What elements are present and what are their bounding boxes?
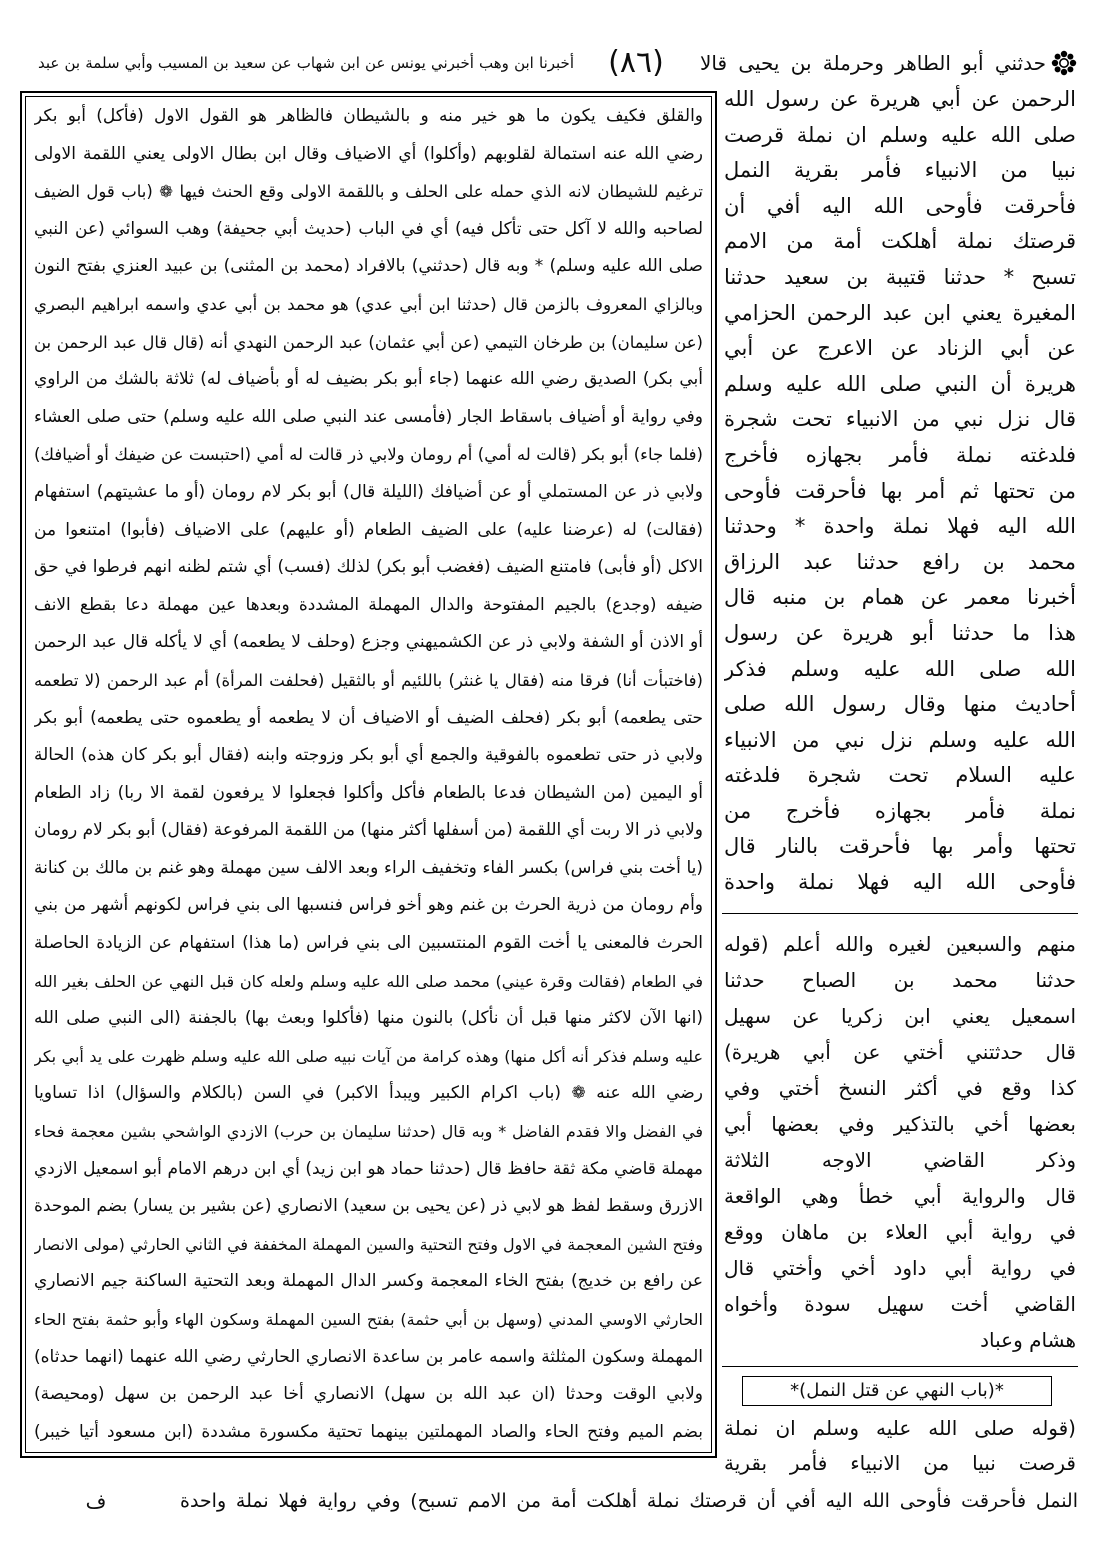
sharh-line: رضي الله عنه ❁ (باب اكرام الكبير ويبدأ الاكبر) في السن (بالكلام والسؤال) اذا تساويا: [34, 1083, 703, 1104]
matn-line: تسبح * حدثنا قتيبة بن سعيد حدثنا: [724, 264, 1076, 289]
sharh-line: عن رافع بن خديج) بفتح الخاء المعجمة وكسر الدال المهملة وبعد التحتية الساكنة جيم الانصاري: [34, 1271, 703, 1292]
sharh-line: في الفضل والا فقدم الفاضل * وبه قال (حدثنا سليمان بن حرب) الازدي الواشحي بشين معجمة فحاء: [34, 1122, 703, 1142]
nawawi-line: في رواية أبي داود أخي وأختي قال: [724, 1256, 1076, 1280]
sharh-line: بضم الميم وفتح الحاء والصاد المهملتين بينهما تحتية مكسورة مشددة (ابن مسعود أتيا خيبر): [34, 1421, 703, 1442]
matn-line: الله اليه فهلا نملة واحدة * وحدثنا: [724, 514, 1076, 539]
sharh-line: الاكل (أو فأبى) فامتنع الضيف (فغضب أبو بكر) لذلك (فسب) أي شتم لظنه انهم فرطوا في حق: [34, 557, 703, 578]
matn-line: قال نزل نبي من الانبياء تحت شجرة: [724, 407, 1076, 432]
separator-rule: [722, 913, 1078, 914]
footer-line: النمل فأحرقت فأوحى الله اليه أفي أن قرصتك نملة أهلكت أمة من الامم تسبح) وفي رواية فهلا نملة واحدة: [180, 1490, 1078, 1512]
nawawi-commentary: [724, 926, 1076, 1358]
nawawi-line: بعضها أخي بالتذكير وفي بعضها أبي: [724, 1112, 1076, 1136]
sharh-line: حتى يطعمه) أبو بكر (فحلف الضيف أو الاضياف أن لا يطعمه أو يطعموه حتى يطعمه) أبو بكر: [34, 707, 703, 728]
sharh-line: عليه وسلم فذكر أنه أكل منها) وهذه كرامة من آيات نبيه صلى الله عليه وسلم ظهرت على يد أبي بكر: [34, 1046, 703, 1066]
sharh-line: ولابي الوقت وحدثا (ان عبد الله بن سهل) الانصاري أخا عبد الرحمن بن سهل (ومحيصة): [34, 1384, 703, 1405]
nawawi-line: (قوله صلى الله عليه وسلم ان نملة: [724, 1416, 1076, 1440]
matn-line: قرصتك نملة أهلكت أمة من الامم: [724, 229, 1076, 254]
header-isnad-right: حدثني أبو الطاهر وحرملة بن يحيى قالا: [700, 51, 1046, 75]
nawawi-line: منهم والسبعين لغيره والله أعلم (قوله: [724, 932, 1076, 956]
sharh-line: ولابي ذر عن المستملي أو عن أضيافك (الليلة قال) أبو بكر لام رومان (أو ما عشيتهم) استفهام: [34, 481, 703, 502]
sharh-box: [20, 91, 717, 1458]
matn-line: نملة فأمر بجهازه فأخرج من: [724, 798, 1076, 823]
sharh-line: ولابي ذر الا ربت أي اللقمة (من أسفلها أكثر منها) من اللقمة المرفوعة (فقال) أبو بكر لام رومان: [34, 820, 703, 841]
sharh-line: أو اليمين (من الشيطان فدعا بالطعام فأكل وأكلوا فجعلوا لا يرفعون لقمة الا ربا) زاد الطعام: [34, 782, 703, 803]
nawawi-line: قال حدثتني أختي عن أبي هريرة): [724, 1040, 1076, 1064]
hadith-number: (٨٦): [608, 45, 664, 80]
matn-line: عن أبي الزناد عن الاعرج عن أبي: [724, 336, 1076, 361]
nawawi-line: قال والرواية أبي خطأ وهي الواقعة: [724, 1184, 1076, 1208]
nawawi-commentary-continued: [724, 1411, 1076, 1481]
sharh-line: ضيفه (وجدع) بالجيم المفتوحة والدال المهملة المشددة وبعدها عين مهملة دعا بقطع الانف: [34, 594, 703, 615]
matn-line: هذا ما حدثنا أبو هريرة عن رسول: [724, 620, 1076, 645]
sharh-line: وبالزاي المعروف بالزمن قال (حدثنا ابن أبي عدي) هو محمد بن أبي عدي واسمه ابراهيم البصري: [34, 294, 703, 314]
sharh-line: وأم رومان من ذرية الحرث بن غنم وهو أخو فراس فنسبها الى بني فراس لكونهم أشهر من بني: [34, 895, 703, 916]
matn-line: نبيا من الانبياء فأمر بقرية النمل: [724, 158, 1076, 183]
sharh-line: (فاختبأت أنا) فرقا منه (فقال يا غنثر) باللئيم أو بالثقيل (فحلفت المرأة) أم عبد الرحمن (لا تطعمه: [34, 670, 703, 690]
matn-line: عليه السلام تحت شجرة فلدغته: [724, 763, 1076, 788]
matn-line: الله صلى الله عليه وسلم فذكر: [724, 656, 1076, 681]
sharh-line: رضي الله عنه استمالة لقلوبهم (وأكلوا) أي الاضياف وقال ابن بطال الاولى يعني اللقمة الاولى: [34, 143, 703, 164]
sharh-line: (عن سليمان) بن طرخان التيمي (عن أبي عثمان) عبد الرحمن النهدي أنه (قال قال عبد الرحمن بن: [34, 332, 703, 352]
matn-line: فأحرقت فأوحى الله اليه أفي أن: [724, 193, 1076, 218]
header-isnad-left: أخبرنا ابن وهب أخبرني يونس عن ابن شهاب عن سعيد بن المسيب وأبي سلمة بن عبد: [38, 54, 574, 72]
matn-line: من تحتها ثم أمر بها فأحرقت فأوحى: [724, 478, 1076, 503]
separator-rule: [722, 1366, 1078, 1367]
matn-line: هريرة أن النبي صلى الله عليه وسلم: [724, 371, 1076, 396]
matn-line: محمد بن رافع حدثنا عبد الرزاق: [724, 549, 1076, 574]
nawawi-line: كذا وقع في أكثر النسخ أختي وفي: [724, 1076, 1076, 1100]
sharh-line: أبي بكر) الصديق رضي الله عنهما (جاء أبو بكر بضيف له أو بأضياف له) ثلاثة بالشك من الراوي: [34, 369, 703, 390]
sharh-line: وفي رواية أو أضياف باسقاط الجار (فأمسى عند النبي صلى الله عليه وسلم) حتى صلى العشاء: [34, 406, 703, 427]
chapter-heading-box: [742, 1376, 1052, 1406]
catchword: ف: [85, 1489, 107, 1513]
nawawi-line: القاضي أخت سهيل سودة وأخواه: [724, 1292, 1076, 1316]
sharh-line: (فلما جاء) أبو بكر (قالت له أمي) أم رومان ولابي ذر قالت له أمي (احتبست عن ضيفك أو أضيافك): [34, 445, 703, 465]
matn-line: أخبرنا معمر عن همام بن منبه قال: [724, 585, 1076, 610]
matn-line: فأوحى الله اليه فهلا نملة واحدة: [724, 870, 1076, 895]
sharh-line: (فقالت) له (عرضنا عليه) على الضيف الطعام (أو عليهم) على الاضياف (فأبوا) امتنعوا من: [34, 519, 703, 540]
sharh-line: أو الاذن أو الشفة ولابي ذر عن الكشميهني وجزع (وحلف لا يطعمه) أي لا يأكله قال عبد الرحمن: [34, 632, 703, 653]
sharh-line: وفتح الشين المعجمة في الاول وفتح التحتية والسين المهملة المخففة في الثاني الحارثي (مولى الانصار: [34, 1234, 703, 1254]
matn-line: تحتها وأمر بها فأحرقت بالنار قال: [724, 834, 1076, 859]
sharh-line: لصاحبه والله لا آكل حتى تأكل فيه) أي في الباب (حديث أبي جحيفة) وهب السوائي (عن النبي: [34, 218, 703, 239]
sharh-line: الازرق وسقط لفظ هو لابي ذر (عن يحيى بن سعيد) الانصاري (عن بشير بن يسار) بضم الموحدة: [34, 1196, 703, 1217]
matn-line: صلى الله عليه وسلم ان نملة قرصت: [724, 122, 1076, 147]
nawawi-line: اسمعيل يعني ابن زكريا عن سهيل: [724, 1004, 1076, 1028]
sharh-line: في الطعام (فقالت وقرة عيني) محمد صلى الله عليه وسلم ولعله كان قبل النهي عن الحلف بغير الله: [34, 971, 703, 991]
sharh-line: المهملة وسكون المثلثة واسمه عامر بن ساعدة الانصاري الحارثي رضي الله عنهما (انهما حدثاه): [34, 1346, 703, 1367]
nawawi-line: في رواية أبي العلاء بن ماهان ووقع: [724, 1220, 1076, 1244]
nawawi-line: هشام وعباد: [980, 1328, 1076, 1352]
sharh-line: مهملة قاضي مكة ثقة حافظ قال (حدثنا حماد هو ابن زيد) أي ابن درهم الامام أبو اسمعيل الازدي: [34, 1158, 703, 1179]
sharh-line: ترغيم للشيطان لانه الذي حمله على الحلف و باللقمة الاولى وقع الحنث فيها ❁ (باب قول الضيف: [34, 182, 703, 202]
matn-line: المغيرة يعني ابن عبد الرحمن الحزامي: [724, 300, 1076, 325]
nawawi-line: وذكر القاضي الاوجه الثلاثة: [724, 1148, 1076, 1172]
sharh-line: والقلق فكيف يكون ما هو خير منه و بالشيطان فالظاهر هو القول الاول (فأكل) أبو بكر: [34, 106, 703, 126]
sharh-line: (يا أخت بني فراس) بكسر الفاء وتخفيف الراء وبعد الالف سين مهملة وهو غنم بن مالك بن كنانة: [34, 857, 703, 878]
matn-line: الرحمن عن أبي هريرة عن رسول الله: [724, 87, 1076, 111]
sharh-line: صلى الله عليه وسلم) * وبه قال (حدثني) بالافراد (محمد بن المثنى) بن عبيد العنزي بفتح النون: [34, 256, 703, 277]
nawawi-line: حدثنا محمد بن الصباح حدثنا: [724, 968, 1076, 992]
chapter-heading: *(باب النهي عن قتل النمل)*: [790, 1380, 1004, 1401]
matn-column: [724, 82, 1076, 901]
sharh-text: [34, 98, 703, 1451]
sharh-line: الحرث فالمعنى يا أخت القوم المنتسبين الى بني فراس (ما هذا) استفهام عن الزيادة الحاصلة: [34, 933, 703, 954]
nawawi-line: قرصت نبيا من الانبياء فأمر بقرية: [724, 1451, 1076, 1475]
matn-line: الله عليه وسلم نزل نبي من الانبياء: [724, 727, 1076, 752]
sharh-line: ولابي ذر حتى تطعموه بالفوقية والجمع أي أبو بكر وزوجته وابنه (فقال أبو بكر كان هذه) الحالة: [34, 745, 703, 766]
sharh-line: (انها الآن لاكثر منها قبل أن نأكل) بالنون منها (فأكلوا وبعث بها) بالجفنة (الى النبي صلى الله: [34, 1008, 703, 1029]
sharh-line: الحارثي الاوسي المدني (وسهل بن أبي حثمة) بفتح السين المهملة وسكون الهاء وأبو حثمة بفتح الحاء: [34, 1310, 703, 1329]
matn-line: أحاديث منها وقال رسول الله صلى: [724, 692, 1076, 717]
flower-ornament-icon: [1050, 49, 1078, 77]
matn-line: فلدغته نملة فأمر بجهازه فأخرج: [724, 442, 1076, 467]
